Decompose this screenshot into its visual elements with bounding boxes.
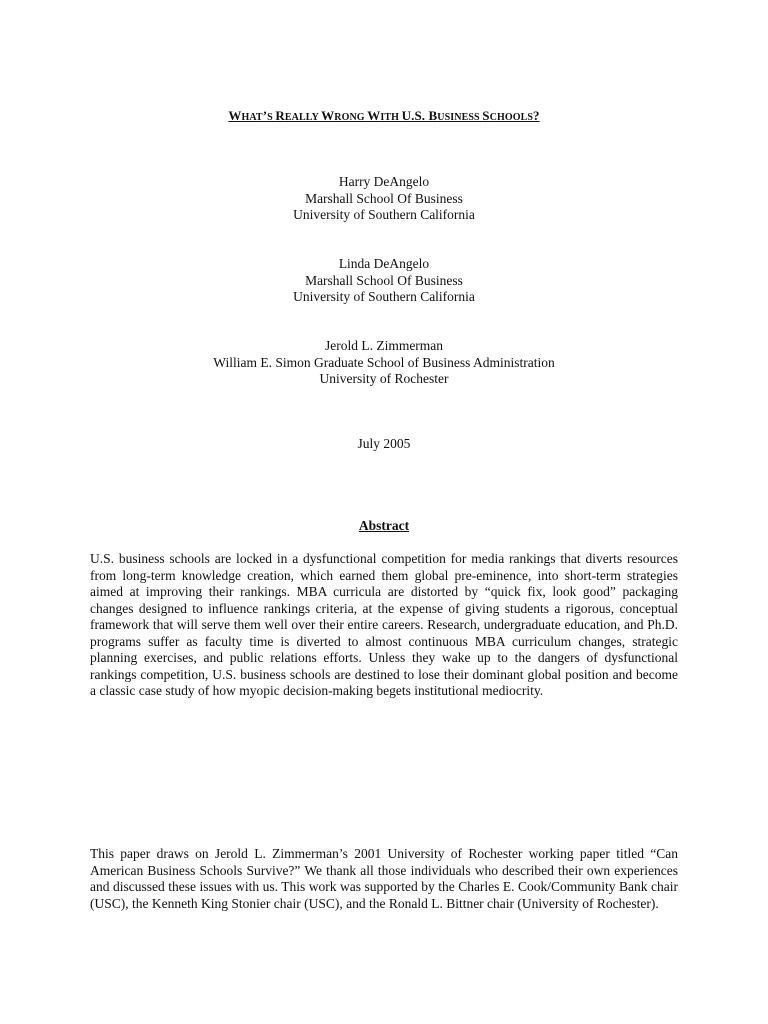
author-school: Marshall School Of Business [305, 272, 463, 288]
author-name: Harry DeAngelo [338, 174, 430, 189]
author-university: University of Southern California [293, 207, 475, 223]
title-segment: HAT [241, 112, 263, 123]
abstract-heading: Abstract [358, 518, 410, 533]
title-segment: S [267, 112, 276, 123]
paper-title [0, 108, 768, 124]
title-segment: CHOOLS [489, 112, 534, 123]
author-school: William E. Simon Graduate School of Business Administration [213, 354, 555, 370]
author-block-2 [0, 256, 768, 306]
title-segment: W [321, 108, 335, 123]
author-name: Linda DeAngelo [338, 256, 430, 271]
acknowledgement-note: This paper draws on Jerold L. Zimmerman’s 2001 University of Rochester working paper titled “Can American Business Schools Survive?” We thank all those individuals who described their own experiences and discussed these issues with us. This work was supported by the Charles E. Cook/Community Bank chair (USC), the Kenneth King Stonier chair (USC), and the Ronald L. Bittner chair (University of Rochester). [90, 846, 678, 911]
title-segment: EALLY [284, 112, 322, 123]
title-segment: USINESS [437, 112, 483, 123]
title-segment: RONG [334, 112, 368, 123]
title-segment: W [367, 108, 381, 123]
title-segment: ’ [262, 108, 268, 123]
author-school: Marshall School Of Business [305, 190, 463, 206]
title-segment: ITH [380, 112, 402, 123]
title-segment: W [228, 108, 242, 123]
title-segment: U.S. [401, 108, 429, 123]
author-name: Jerold L. Zimmerman [324, 338, 444, 353]
title-segment: B [428, 108, 438, 123]
title-segment: ? [533, 108, 540, 123]
author-block-1 [0, 174, 768, 224]
title-segment: S [482, 108, 490, 123]
abstract-text: U.S. business schools are locked in a dysfunctional competition for media rankings that diverts resources from long-term knowledge creation, which earned them global pre-eminence, into short-term strategies aimed at improving their rankings. MBA curricula are distorted by “quick fix, look good” packaging changes designed to influence rankings criteria, at the expense of giving students a rigorous, conceptual framework that will serve them well over their entire careers. Research, undergraduate education, and Ph.D. programs suffer as faculty time is diverted to almost continuous MBA curriculum changes, strategic planning exercises, and public relations efforts. Unless they wake up to the dangers of dysfunctional rankings competition, U.S. business schools are destined to lose their dominant global position and become a classic case study of how myopic decision-making begets institutional mediocrity. [90, 551, 678, 698]
author-block-3 [0, 338, 768, 388]
paper-date: July 2005 [357, 436, 411, 451]
title-segment: R [275, 108, 285, 123]
author-university: University of Rochester [319, 371, 449, 387]
author-university: University of Southern California [293, 289, 475, 305]
